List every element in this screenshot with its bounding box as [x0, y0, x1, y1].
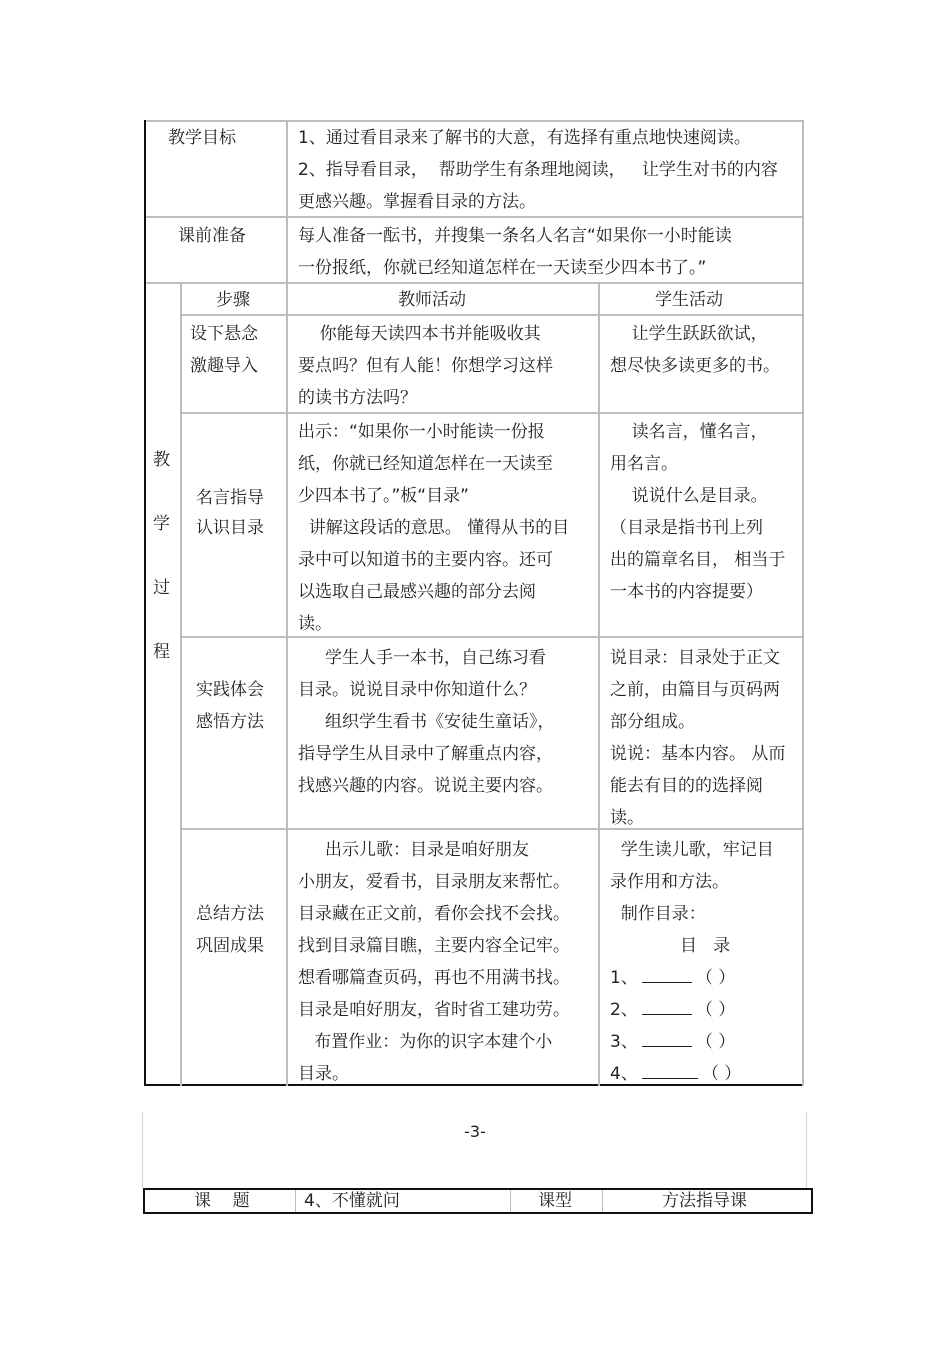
teacher-line: 组织学生看书《安徒生童话》，: [298, 712, 555, 732]
toc-paren: （ ）: [695, 1032, 736, 1052]
header-student: 学生活动: [655, 290, 723, 310]
process-label-char: 教: [153, 450, 170, 470]
student-line: 说说什么是目录。: [610, 486, 768, 506]
row-divider-2: [182, 636, 802, 638]
step-label: 激趣导入: [190, 356, 258, 376]
student-line: 说目录：目录处于正文: [610, 648, 780, 668]
teacher-line: 要点吗？但有人能！你想学习这样: [298, 356, 553, 376]
toc-item-number: 1、: [610, 968, 638, 988]
teacher-line: 目录。: [298, 1064, 349, 1084]
table2-topic-label: 课 题: [194, 1191, 250, 1211]
student-line: 部分组成。: [610, 712, 695, 732]
teacher-line: 录中可以知道书的主要内容。还可: [298, 550, 553, 570]
toc-paren: （ ）: [695, 968, 736, 988]
table2-left-border: [143, 1188, 145, 1214]
teacher-line: 的读书方法吗？: [298, 388, 417, 408]
step-label: 认识目录: [196, 518, 264, 538]
page-number: -3-: [464, 1122, 486, 1141]
student-line: 一本书的内容提要）: [610, 582, 763, 602]
teacher-line: 目录。说说目录中你知道什么？: [298, 680, 536, 700]
table2-divider: [602, 1190, 603, 1212]
teacher-line: 读。: [298, 614, 332, 634]
teacher-line: 目录藏在正文前，看你会找不会找。: [298, 904, 570, 924]
teacher-line: 少四本书了。”板“目录”: [298, 486, 469, 506]
student-line: 制作目录：: [610, 904, 706, 924]
table2-divider: [510, 1190, 511, 1212]
row-divider-1: [182, 412, 802, 414]
student-line: （目录是指书刊上列: [610, 518, 763, 538]
process-label-char: 程: [153, 642, 170, 662]
goal-line: 2、指导看目录， 帮助学生有条理地阅读， 让学生对书的内容: [298, 160, 778, 180]
teacher-line: 小朋友，爱看书，目录朋友来帮忙。: [298, 872, 570, 892]
toc-blank: [642, 998, 692, 1015]
student-line: 学生读儿歌，牢记目: [610, 840, 774, 860]
student-line: 出的篇章名目， 相当于: [610, 550, 786, 570]
teacher-line: 目录是咱好朋友，省时省工建功劳。: [298, 1000, 570, 1020]
teacher-line: 讲解这段话的意思。 懂得从书的目: [298, 518, 570, 538]
student-line: 用名言。: [610, 454, 678, 474]
toc-item-number: 3、: [610, 1032, 638, 1052]
student-line: 之前，由篇目与页码两: [610, 680, 780, 700]
table2-type-label: 课型: [538, 1191, 572, 1211]
teacher-line: 出示：“如果你一小时能读一份报: [298, 422, 545, 442]
student-line: 说说：基本内容。 从而: [610, 744, 786, 764]
toc-item: [610, 1058, 741, 1090]
toc-item-number: 2、: [610, 1000, 638, 1020]
table-left-border: [144, 120, 146, 1086]
goal-line: 1、通过看目录来了解书的大意，有选择有重点地快速阅读。: [298, 128, 751, 148]
teacher-line: 你能每天读四本书并能吸收其: [298, 324, 541, 344]
toc-blank: [642, 966, 692, 983]
toc-title: 目 录: [680, 936, 731, 956]
step-label: 实践体会: [196, 680, 264, 700]
toc-item: [610, 1026, 735, 1058]
prep-label: 课前准备: [178, 226, 246, 246]
toc-item: [610, 962, 735, 994]
teacher-line: 以选取自己最感兴趣的部分去阅: [298, 582, 536, 602]
student-line: 读。: [610, 808, 644, 828]
toc-paren: （ ）: [695, 1000, 736, 1020]
goal-line: 更感兴趣。掌握看目录的方法。: [298, 192, 536, 212]
step-label: 总结方法: [196, 904, 264, 924]
teacher-line: 布置作业：为你的识字本建个小: [298, 1032, 553, 1052]
student-line: 读名言，懂名言，: [610, 422, 768, 442]
student-line: 录作用和方法。: [610, 872, 729, 892]
toc-blank: [642, 1062, 698, 1079]
toc-item: [610, 994, 735, 1026]
activity-column-divider: [598, 284, 600, 1086]
table-right-border: [802, 120, 804, 1086]
student-line: 让学生跃跃欲试，: [610, 324, 768, 344]
teacher-line: 学生人手一本书，自己练习看: [298, 648, 547, 668]
process-label-char: 学: [153, 514, 170, 534]
student-line: 能去有目的的选择阅: [610, 776, 763, 796]
header-teacher: 教师活动: [398, 290, 466, 310]
label-column-divider: [286, 120, 288, 1086]
step-label: 巩固成果: [196, 936, 264, 956]
table2-right-border: [811, 1188, 813, 1214]
toc-item-number: 4、: [610, 1064, 638, 1084]
process-label-char: 过: [153, 578, 170, 598]
toc-paren: （ ）: [701, 1064, 742, 1084]
teacher-line: 想看哪篇查页码，再也不用满书找。: [298, 968, 570, 988]
teacher-line: 出示儿歌：目录是咱好朋友: [298, 840, 530, 860]
goal-label: 教学目标: [168, 128, 236, 148]
header-step: 步骤: [216, 290, 250, 310]
table2-topic-value: 4、不懂就问: [304, 1191, 400, 1211]
table2-divider: [295, 1190, 296, 1212]
step-label: 感悟方法: [196, 712, 264, 732]
prep-line: 一份报纸，你就已经知道怎样在一天读至少四本书了。”: [298, 258, 707, 278]
step-label: 设下悬念: [190, 324, 258, 344]
teacher-line: 指导学生从目录中了解重点内容，: [298, 744, 553, 764]
step-label: 名言指导: [196, 488, 264, 508]
process-column-divider: [180, 284, 182, 1086]
prep-line: 每人准备一酝书，并搜集一条名人名言“如果你一小时能读: [298, 226, 732, 246]
table2-type-value: 方法指导课: [662, 1191, 747, 1211]
teacher-line: 找感兴趣的内容。说说主要内容。: [298, 776, 553, 796]
student-line: 想尽快多读更多的书。: [610, 356, 780, 376]
toc-blank: [642, 1030, 692, 1047]
row-divider-3: [182, 828, 802, 830]
teacher-line: 找到目录篇目瞧，主要内容全记牢。: [298, 936, 570, 956]
teacher-line: 纸，你就已经知道怎样在一天读至: [298, 454, 553, 474]
